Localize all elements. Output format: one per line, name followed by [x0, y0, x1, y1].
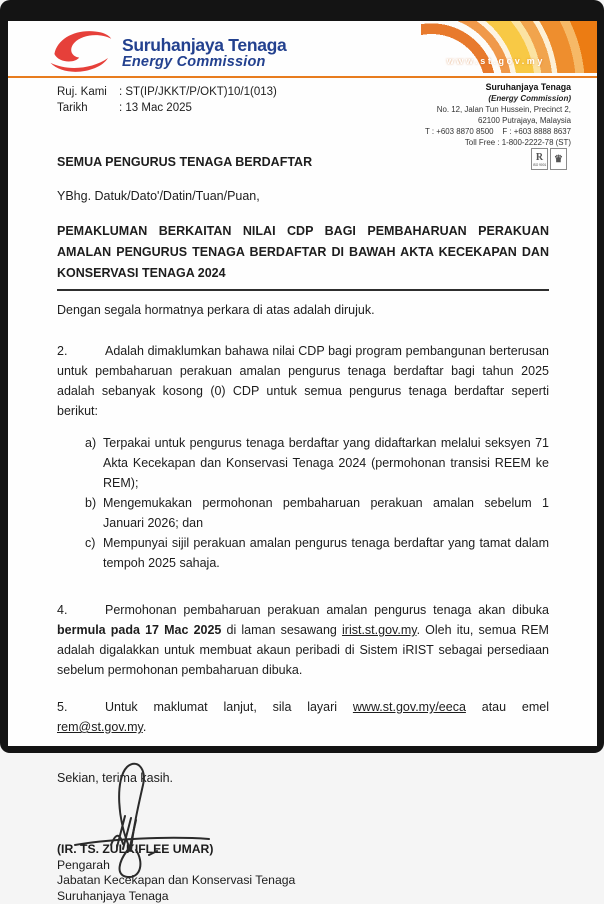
list-item [57, 493, 549, 533]
ref-label: Ruj. Kami [57, 85, 119, 101]
date-label: Tarikh [57, 101, 119, 117]
st-logo [48, 24, 286, 76]
letterhead [8, 21, 597, 78]
address-line-4: Toll Free : 1-800-2222-78 (ST) [425, 137, 571, 148]
list-item [57, 433, 549, 493]
subject-heading: PEMAKLUMAN BERKAITAN NILAI CDP BAGI PEMBAHARUAN PERAKUAN AMALAN PENGURUS TENAGA BERDAFTAR DI BAWAH AKTA KECEKAPAN DAN KONSERVASI TENAGA 2024 [57, 221, 549, 291]
list-item-text: Terpakai untuk pengurus tenaga berdaftar yang didaftarkan melalui seksyen 71 Akta Kecekapan dan Konservasi Tenaga 2024 (permohonan transisi REEM ke REM); [103, 436, 549, 490]
paragraph-5-text: . [143, 720, 146, 734]
letter-body [8, 152, 597, 904]
header-arc-graphic [421, 21, 597, 73]
list-item-text: Mempunyai sijil perakuan amalan pengurus tenaga berdaftar yang tamat dalam tempoh 2025 sahaja. [103, 536, 549, 570]
signatory-name: (IR. TS. ZULKIFLEE UMAR) [57, 842, 549, 858]
signature-area [57, 768, 549, 904]
paragraph-5-text: Untuk maklumat lanjut, sila layari [105, 700, 337, 714]
logo-name-english: Energy Commission [122, 54, 286, 70]
paragraph-4 [57, 600, 549, 680]
address-org-english: (Energy Commission) [425, 93, 571, 104]
st-logo-text [122, 36, 286, 70]
signatory-block [57, 842, 549, 904]
signatory-title: Pengarah [57, 858, 549, 874]
recipient-line: SEMUA PENGURUS TENAGA BERDAFTAR [57, 152, 549, 172]
paragraph-5-number: 5. [57, 697, 105, 717]
salutation: YBhg. Datuk/Dato'/Datin/Tuan/Puan, [57, 186, 549, 206]
paragraph-2-text: Adalah dimaklumkan bahawa nilai CDP bagi program pembangunan berterusan untuk pembaharuan perakuan amalan pengurus tenaga berdaftar bagi tahun 2025 adalah sebanyak kosong (0) CDP untuk semua pengurus tenaga berdaftar seperti berikut: [57, 344, 549, 418]
ref-value: : ST(IP/JKKT/P/OKT)10/1(013) [119, 86, 277, 98]
paragraph-5-text: atau emel [482, 700, 549, 714]
closing-line: Sekian, terima kasih. [57, 768, 549, 788]
paragraph-4-text: . Oleh itu, semua REM adalah digalakkan untuk membuat akaun peribadi di Sistem iRIST sebagai persediaan sebelum permohonan pembaharuan dibuka. [57, 623, 549, 677]
logo-name-malay: Suruhanjaya Tenaga [122, 36, 286, 54]
list-item [57, 533, 549, 573]
address-line-2: 62100 Putrajaya, Malaysia [425, 115, 571, 126]
ukas-badge-icon: ♛ [550, 148, 567, 170]
paragraph-4-text: Permohonan pembaharuan perakuan amalan pengurus tenaga akan dibuka [105, 603, 549, 617]
iso-9001-badge-icon: R ISO 9001 [531, 148, 548, 170]
signatory-organisation: Suruhanjaya Tenaga [57, 889, 549, 904]
list-marker: a) [85, 433, 96, 453]
irist-link[interactable]: irist.st.gov.my [342, 623, 417, 637]
paragraph-2 [57, 341, 549, 421]
list-marker: b) [85, 493, 96, 513]
rem-email-link[interactable]: rem@st.gov.my [57, 720, 143, 734]
list-marker: c) [85, 533, 95, 553]
paragraph-intro: Dengan segala hormatnya perkara di atas adalah dirujuk. [57, 300, 549, 320]
header-website-label: www.st.gov.my [447, 56, 545, 66]
address-line-3: T : +603 8870 8500 F : +603 8888 8637 [425, 126, 571, 137]
paragraph-5 [57, 697, 549, 737]
paragraph-4-bold-date: bermula pada 17 Mac 2025 [57, 623, 221, 637]
letter-page [8, 21, 597, 746]
paragraph-4-number: 4. [57, 600, 105, 620]
address-line-1: No. 12, Jalan Tun Hussein, Precinct 2, [425, 104, 571, 115]
list-item-text: Mengemukakan permohonan pembaharuan perakuan amalan sebelum 1 Januari 2026; dan [103, 496, 549, 530]
certification-badges [531, 148, 567, 170]
paragraph-2-number: 2. [57, 341, 105, 361]
address-org-malay: Suruhanjaya Tenaga [425, 82, 571, 93]
date-value: : 13 Mac 2025 [119, 102, 192, 114]
st-logo-swoosh-icon [48, 24, 120, 76]
eeca-link[interactable]: www.st.gov.my/eeca [353, 700, 466, 714]
meta-row [8, 78, 597, 148]
letterhead-address [425, 82, 571, 148]
signatory-department: Jabatan Kecekapan dan Konservasi Tenaga [57, 873, 549, 889]
paragraph-4-text: di laman sesawang [227, 623, 337, 637]
condition-list [57, 433, 549, 573]
